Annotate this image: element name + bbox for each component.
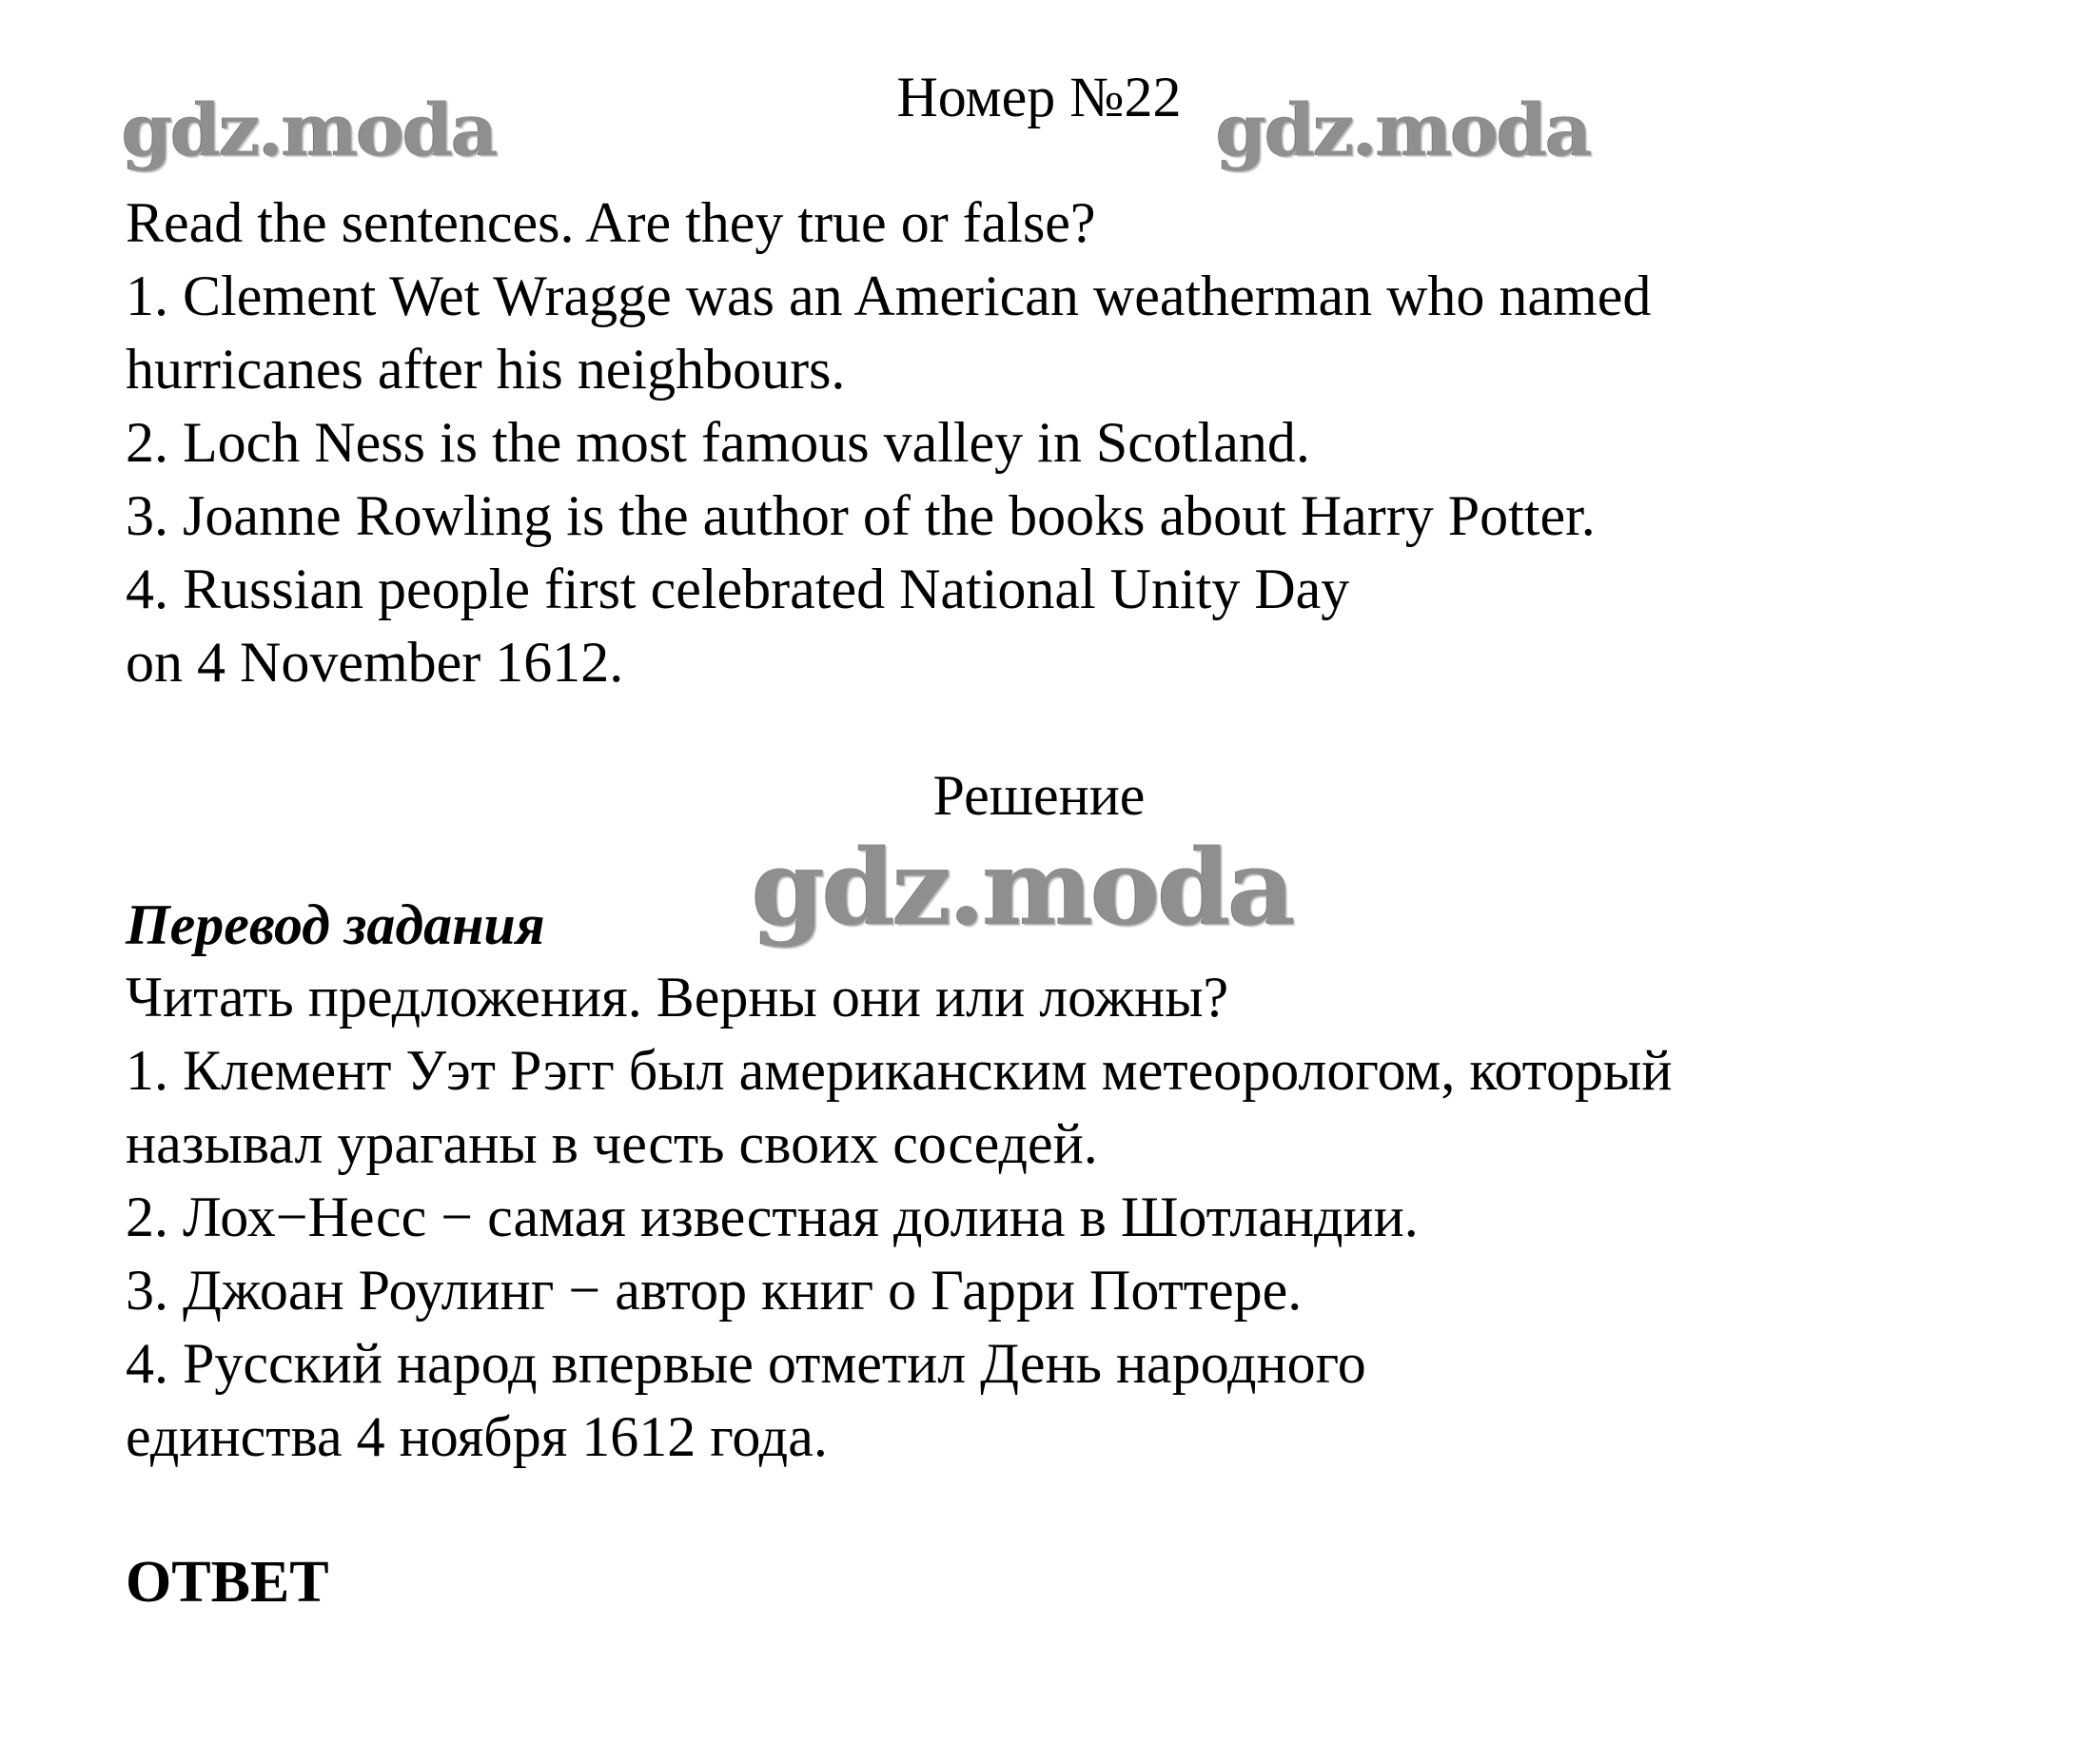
solution-title: Решение [932, 764, 1146, 827]
translation-line-4: 3. Джоан Роулинг − автор книг о Гарри Поттере. [126, 1259, 1303, 1322]
task-line-5: 4. Russian people first celebrated National Unity Day [126, 558, 1350, 620]
task-instruction: Read the sentences. Are they true or false? [126, 191, 1096, 254]
task-line-2: hurricanes after his neighbours. [126, 338, 846, 401]
translation-heading: Перевод задания [126, 893, 545, 956]
translation-instruction: Читать предложения. Верны они или ложны? [126, 966, 1229, 1029]
task-english [126, 186, 1651, 699]
task-line-6: on 4 November 1612. [126, 631, 624, 694]
task-line-4: 3. Joanne Rowling is the author of the books about Harry Potter. [126, 484, 1596, 547]
translation-line-1: 1. Клемент Уэт Рэгг был американским метеорологом, который [126, 1039, 1673, 1102]
translation-line-6: единства 4 ноября 1612 года. [126, 1405, 828, 1468]
task-russian [126, 961, 1672, 1474]
answer-heading: ОТВЕТ [126, 1550, 329, 1615]
exercise-number-title: Номер №22 [896, 66, 1182, 128]
watermark-logo-top-left: gdz.moda [122, 88, 497, 172]
task-line-1: 1. Clement Wet Wragge was an American weatherman who named [126, 265, 1652, 327]
watermark-logo-top-right: gdz.moda [1216, 88, 1591, 172]
task-line-3: 2. Loch Ness is the most famous valley in Scotland. [126, 411, 1310, 474]
translation-line-2: называл ураганы в честь своих соседей. [126, 1112, 1098, 1175]
translation-line-5: 4. Русский народ впервые отметил День народного [126, 1332, 1366, 1395]
translation-line-3: 2. Лох−Несс − самая известная долина в Шотландии. [126, 1186, 1419, 1248]
watermark-logo-center: gdz.moda [752, 826, 1293, 949]
